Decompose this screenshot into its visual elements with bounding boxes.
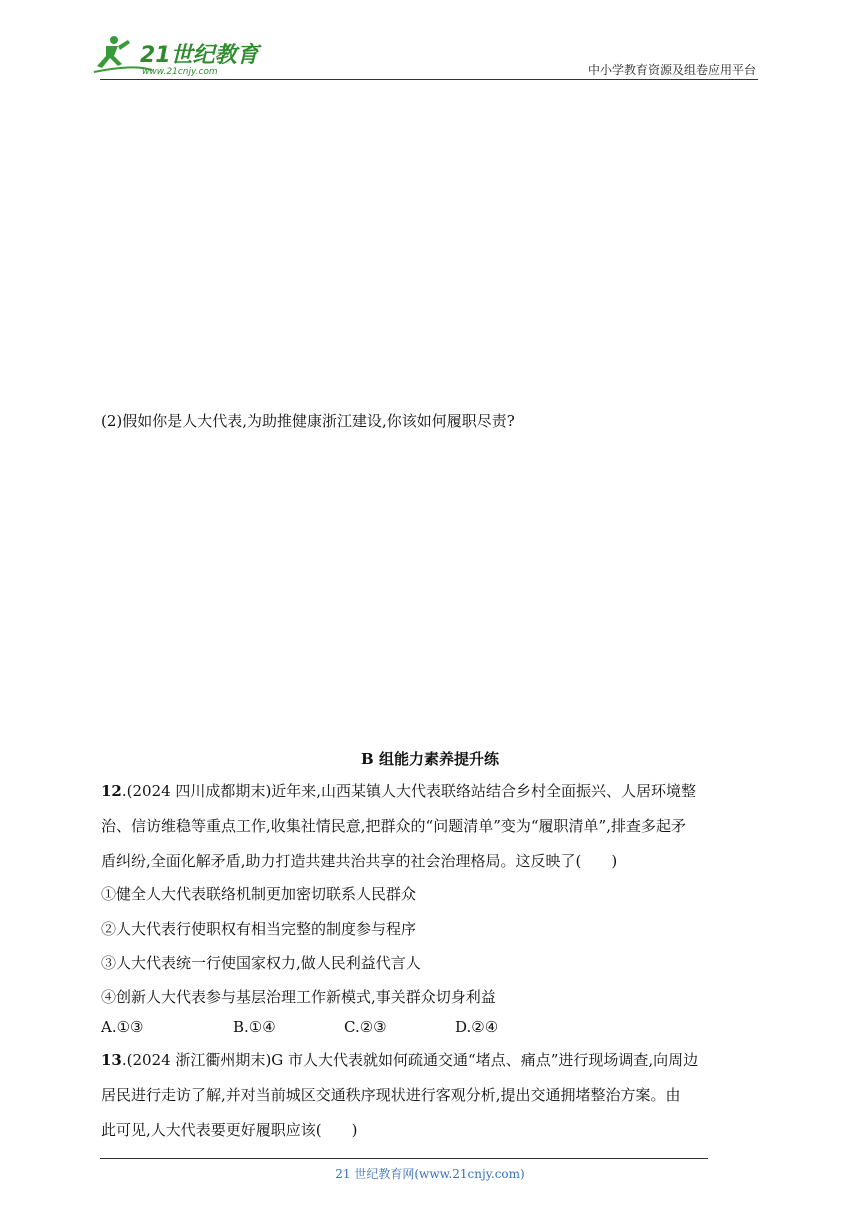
question-12-number: 12 [101, 782, 122, 800]
question-12-option-3: ③人大代表统一行使国家权力,做人民利益代言人 [101, 954, 421, 972]
choice-a: A.①③ [101, 1018, 144, 1036]
question-13-number: 13 [101, 1051, 122, 1069]
question-12-option-2: ②人大代表行使职权有相当完整的制度参与程序 [101, 920, 417, 938]
choice-c: C.②③ [344, 1018, 387, 1036]
question-12-line-2: 治、信访维稳等重点工作,收集社情民意,把群众的“问题清单”变为“履职清单”,排查多起矛 [101, 817, 686, 835]
question-12-option-4: ④创新人大代表参与基层治理工作新模式,事关群众切身利益 [101, 988, 496, 1006]
question-12-choices [101, 1018, 601, 1040]
question-12-line-3: 盾纠纷,全面化解矛盾,助力打造共建共治共享的社会治理格局。这反映了( ) [101, 852, 618, 870]
header-platform-text: 中小学教育资源及组卷应用平台 [587, 63, 756, 77]
question-12-line-1: 12.(2024 四川成都期末)近年来,山西某镇人大代表联络站结合乡村全面振兴、人居环境整 [101, 782, 697, 800]
choice-d: D.②④ [455, 1018, 499, 1036]
question-12-stem [101, 774, 771, 879]
question-12-option-1: ①健全人大代表联络机制更加密切联系人民群众 [101, 885, 417, 903]
choice-b: B.①④ [233, 1018, 276, 1036]
section-title: B 组能力素养提升练 [361, 750, 499, 768]
question-13-stem [101, 1043, 771, 1148]
question-13-line-3: 此可见,人大代表要更好履职应该( ) [101, 1121, 358, 1139]
logo-url: www.21cnjy.com [142, 67, 218, 77]
footer-text[interactable]: 21 世纪教育网(www.21cnjy.com) [335, 1167, 525, 1181]
footer-divider [100, 1158, 708, 1159]
question-11-sub-2: (2)假如你是人大代表,为助推健康浙江建设,你该如何履职尽责? [101, 412, 515, 430]
header-divider [100, 79, 758, 80]
question-13-line-1: 13.(2024 浙江衢州期末)G 市人大代表就如何疏通交通“堵点、痛点”进行现场调查,向周边 [101, 1051, 699, 1069]
site-logo [92, 34, 262, 78]
question-13-line-2: 居民进行走访了解,并对当前城区交通秩序现状进行客观分析,提出交通拥堵整治方案。由 [101, 1086, 681, 1104]
logo-text: 21世纪教育 [140, 43, 259, 68]
